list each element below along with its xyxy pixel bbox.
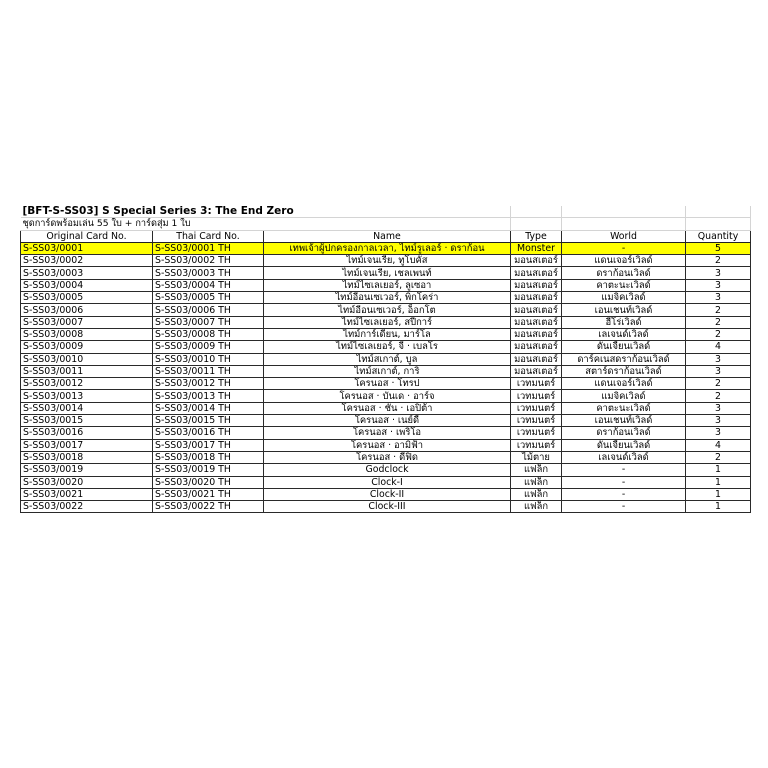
cell-world[interactable]: เลเจนด์เวิลด์	[562, 328, 686, 340]
cell-quantity[interactable]: 3	[686, 292, 751, 304]
cell-thai-card-no[interactable]: S-SS03/0013 TH	[153, 390, 264, 402]
cell-thai-card-no[interactable]: S-SS03/0001 TH	[153, 242, 264, 254]
cell-type[interactable]: เวทมนตร์	[511, 390, 562, 402]
cell-thai-card-no[interactable]: S-SS03/0010 TH	[153, 353, 264, 365]
cell-world[interactable]: คาตะนะเวิลด์	[562, 279, 686, 291]
cell-quantity[interactable]: 4	[686, 439, 751, 451]
cell-world[interactable]: สตาร์ดราก้อนเวิลด์	[562, 365, 686, 377]
cell-original-card-no[interactable]: S-SS03/0003	[21, 267, 153, 279]
cell-original-card-no[interactable]: S-SS03/0004	[21, 279, 153, 291]
cell-quantity[interactable]: 2	[686, 390, 751, 402]
cell-world[interactable]: เอนเชนท์เวิลด์	[562, 304, 686, 316]
cell-original-card-no[interactable]: S-SS03/0005	[21, 292, 153, 304]
cell-name[interactable]: ไทม์สเกาต์, บูล	[264, 353, 511, 365]
col-header-quantity[interactable]: Quantity	[686, 230, 751, 242]
col-header-world[interactable]: World	[562, 230, 686, 242]
cell-quantity[interactable]: 1	[686, 464, 751, 476]
table-row	[21, 255, 751, 267]
cell-type[interactable]: มอนสเตอร์	[511, 279, 562, 291]
empty-cell[interactable]	[686, 218, 751, 230]
table-row	[21, 415, 751, 427]
cell-name[interactable]: โครนอส · บันเด · อาร์จ	[264, 390, 511, 402]
cell-original-card-no[interactable]: S-SS03/0009	[21, 341, 153, 353]
cell-thai-card-no[interactable]: S-SS03/0021 TH	[153, 488, 264, 500]
header-row	[21, 230, 751, 242]
cell-quantity[interactable]: 1	[686, 488, 751, 500]
cell-type[interactable]: เวทมนตร์	[511, 378, 562, 390]
cell-thai-card-no[interactable]: S-SS03/0003 TH	[153, 267, 264, 279]
cell-quantity[interactable]: 1	[686, 501, 751, 513]
card-rows	[21, 242, 751, 513]
table-row	[21, 365, 751, 377]
col-header-thai-card-no[interactable]: Thai Card No.	[153, 230, 264, 242]
cell-thai-card-no[interactable]: S-SS03/0009 TH	[153, 341, 264, 353]
cell-original-card-no[interactable]: S-SS03/0012	[21, 378, 153, 390]
table-row	[21, 341, 751, 353]
cell-quantity[interactable]: 3	[686, 365, 751, 377]
empty-cell[interactable]	[511, 218, 562, 230]
empty-cell[interactable]	[686, 206, 751, 218]
cell-thai-card-no[interactable]: S-SS03/0016 TH	[153, 427, 264, 439]
cell-original-card-no[interactable]: S-SS03/0011	[21, 365, 153, 377]
table-row	[21, 427, 751, 439]
cell-type[interactable]: มอนสเตอร์	[511, 304, 562, 316]
cell-name[interactable]: ไทม์อีอนเซเวอร์, อ็อกโต	[264, 304, 511, 316]
cell-type[interactable]: มอนสเตอร์	[511, 353, 562, 365]
cell-world[interactable]: -	[562, 242, 686, 254]
cell-quantity[interactable]: 4	[686, 341, 751, 353]
cell-thai-card-no[interactable]: S-SS03/0014 TH	[153, 402, 264, 414]
cell-thai-card-no[interactable]: S-SS03/0018 TH	[153, 451, 264, 463]
table-row	[21, 304, 751, 316]
cell-thai-card-no[interactable]: S-SS03/0011 TH	[153, 365, 264, 377]
cell-name[interactable]: ไทม์สเกาต์, การิ	[264, 365, 511, 377]
table-row	[21, 501, 751, 513]
cell-name[interactable]: Clock-III	[264, 501, 511, 513]
cell-world[interactable]: เอนเชนท์เวิลด์	[562, 415, 686, 427]
col-header-name[interactable]: Name	[264, 230, 511, 242]
cell-thai-card-no[interactable]: S-SS03/0017 TH	[153, 439, 264, 451]
cell-type[interactable]: แฟล็ก	[511, 501, 562, 513]
cell-world[interactable]: เลเจนด์เวิลด์	[562, 451, 686, 463]
cell-original-card-no[interactable]: S-SS03/0018	[21, 451, 153, 463]
cell-original-card-no[interactable]: S-SS03/0006	[21, 304, 153, 316]
cell-type[interactable]: เวทมนตร์	[511, 439, 562, 451]
table-row	[21, 328, 751, 340]
cell-name[interactable]: เทพเจ้าผู้ปกครองกาลเวลา, ไทม์รูเลอร์ · ดราก้อน	[264, 242, 511, 254]
cell-original-card-no[interactable]: S-SS03/0001	[21, 242, 153, 254]
cell-original-card-no[interactable]: S-SS03/0015	[21, 415, 153, 427]
cell-world[interactable]: แดนเจอร์เวิลด์	[562, 378, 686, 390]
cell-name[interactable]: ไทม์ไซเลเยอร์, สปีการ์	[264, 316, 511, 328]
cell-name[interactable]: ไทม์เจนเรีย, ทูโบคัส	[264, 255, 511, 267]
cell-world[interactable]: ดันเจี้ยนเวิลด์	[562, 439, 686, 451]
cell-world[interactable]: -	[562, 501, 686, 513]
cell-type[interactable]: มอนสเตอร์	[511, 292, 562, 304]
cell-quantity[interactable]: 1	[686, 476, 751, 488]
cell-world[interactable]: แมจิคเวิลด์	[562, 390, 686, 402]
cell-name[interactable]: Godclock	[264, 464, 511, 476]
cell-world[interactable]: ดันเจี้ยนเวิลด์	[562, 341, 686, 353]
cell-world[interactable]: -	[562, 464, 686, 476]
cell-type[interactable]: เวทมนตร์	[511, 402, 562, 414]
cell-thai-card-no[interactable]: S-SS03/0004 TH	[153, 279, 264, 291]
cell-type[interactable]: แฟล็ก	[511, 464, 562, 476]
cell-name[interactable]: ไทม์ไซเลเยอร์, ลูเซอา	[264, 279, 511, 291]
cell-name[interactable]: ไทม์อีอนเซเวอร์, พิกโคร่า	[264, 292, 511, 304]
cell-type[interactable]: มอนสเตอร์	[511, 255, 562, 267]
cell-name[interactable]: โครนอส · อามิฟ้า	[264, 439, 511, 451]
cell-world[interactable]: แมจิคเวิลด์	[562, 292, 686, 304]
cell-world[interactable]: ดราก้อนเวิลด์	[562, 427, 686, 439]
cell-name[interactable]: โครนอส · เพริโอ	[264, 427, 511, 439]
cell-quantity[interactable]: 3	[686, 402, 751, 414]
cell-name[interactable]: โครนอส · ดีฟิด	[264, 451, 511, 463]
title-row	[21, 206, 751, 218]
table-row	[21, 292, 751, 304]
cell-thai-card-no[interactable]: S-SS03/0022 TH	[153, 501, 264, 513]
table-row	[21, 279, 751, 291]
table-row	[21, 267, 751, 279]
cell-quantity[interactable]: 3	[686, 279, 751, 291]
table-row	[21, 451, 751, 463]
cell-quantity[interactable]: 5	[686, 242, 751, 254]
cell-type[interactable]: มอนสเตอร์	[511, 365, 562, 377]
cell-name[interactable]: โครนอส · เนย์ดี้	[264, 415, 511, 427]
cell-name[interactable]: ไทม์เจนเรีย, เชลเพนท์	[264, 267, 511, 279]
card-list-sheet	[20, 206, 751, 513]
cell-original-card-no[interactable]: S-SS03/0019	[21, 464, 153, 476]
cell-thai-card-no[interactable]: S-SS03/0012 TH	[153, 378, 264, 390]
sheet-subtitle[interactable]: ชุดการ์ดพร้อมเล่น 55 ใบ + การ์ดสุ่ม 1 ใบ	[21, 218, 511, 230]
cell-world[interactable]: -	[562, 476, 686, 488]
cell-type[interactable]: มอนสเตอร์	[511, 316, 562, 328]
cell-type[interactable]: แฟล็ก	[511, 476, 562, 488]
table-row	[21, 353, 751, 365]
empty-cell[interactable]	[511, 206, 562, 218]
table-row	[21, 476, 751, 488]
subtitle-row	[21, 218, 751, 230]
cell-thai-card-no[interactable]: S-SS03/0007 TH	[153, 316, 264, 328]
cell-thai-card-no[interactable]: S-SS03/0006 TH	[153, 304, 264, 316]
cell-type[interactable]: แฟล็ก	[511, 488, 562, 500]
table-row	[21, 439, 751, 451]
cell-original-card-no[interactable]: S-SS03/0021	[21, 488, 153, 500]
cell-original-card-no[interactable]: S-SS03/0014	[21, 402, 153, 414]
empty-cell[interactable]	[562, 218, 686, 230]
sheet-title[interactable]: [BFT-S-SS03] S Special Series 3: The End Zero	[21, 206, 511, 218]
table-row	[21, 242, 751, 254]
cell-original-card-no[interactable]: S-SS03/0002	[21, 255, 153, 267]
cell-quantity[interactable]: 2	[686, 304, 751, 316]
cell-thai-card-no[interactable]: S-SS03/0015 TH	[153, 415, 264, 427]
cell-type[interactable]: Monster	[511, 242, 562, 254]
cell-type[interactable]: เวทมนตร์	[511, 427, 562, 439]
table-row	[21, 464, 751, 476]
cell-thai-card-no[interactable]: S-SS03/0019 TH	[153, 464, 264, 476]
cell-quantity[interactable]: 2	[686, 316, 751, 328]
cell-name[interactable]: โครนอส · ชัน · เอปิต้า	[264, 402, 511, 414]
cell-quantity[interactable]: 2	[686, 451, 751, 463]
cell-original-card-no[interactable]: S-SS03/0013	[21, 390, 153, 402]
table-row	[21, 378, 751, 390]
cell-thai-card-no[interactable]: S-SS03/0020 TH	[153, 476, 264, 488]
cell-type[interactable]: เวทมนตร์	[511, 415, 562, 427]
cell-name[interactable]: Clock-I	[264, 476, 511, 488]
cell-world[interactable]: คาตะนะเวิลด์	[562, 402, 686, 414]
cell-name[interactable]: ไทม์ไซเลเยอร์, จี · เบลโร	[264, 341, 511, 353]
cell-quantity[interactable]: 2	[686, 378, 751, 390]
cell-original-card-no[interactable]: S-SS03/0020	[21, 476, 153, 488]
table-row	[21, 390, 751, 402]
cell-type[interactable]: ไม้ตาย	[511, 451, 562, 463]
col-header-type[interactable]: Type	[511, 230, 562, 242]
cell-quantity[interactable]: 3	[686, 353, 751, 365]
cell-original-card-no[interactable]: S-SS03/0010	[21, 353, 153, 365]
cell-name[interactable]: โครนอส · โทรป	[264, 378, 511, 390]
cell-original-card-no[interactable]: S-SS03/0022	[21, 501, 153, 513]
cell-quantity[interactable]: 2	[686, 255, 751, 267]
cell-quantity[interactable]: 3	[686, 427, 751, 439]
cell-quantity[interactable]: 2	[686, 328, 751, 340]
cell-thai-card-no[interactable]: S-SS03/0002 TH	[153, 255, 264, 267]
table-row	[21, 488, 751, 500]
cell-original-card-no[interactable]: S-SS03/0017	[21, 439, 153, 451]
empty-cell[interactable]	[562, 206, 686, 218]
cell-original-card-no[interactable]: S-SS03/0008	[21, 328, 153, 340]
cell-world[interactable]: แดนเจอร์เวิลด์	[562, 255, 686, 267]
cell-type[interactable]: มอนสเตอร์	[511, 341, 562, 353]
cell-world[interactable]: ดาร์คเนสดราก้อนเวิลด์	[562, 353, 686, 365]
cell-name[interactable]: Clock-II	[264, 488, 511, 500]
cell-thai-card-no[interactable]: S-SS03/0005 TH	[153, 292, 264, 304]
table-row	[21, 402, 751, 414]
col-header-original-card-no[interactable]: Original Card No.	[21, 230, 153, 242]
cell-quantity[interactable]: 3	[686, 267, 751, 279]
cell-thai-card-no[interactable]: S-SS03/0008 TH	[153, 328, 264, 340]
cell-world[interactable]: ดราก้อนเวิลด์	[562, 267, 686, 279]
cell-original-card-no[interactable]: S-SS03/0007	[21, 316, 153, 328]
cell-quantity[interactable]: 3	[686, 415, 751, 427]
cell-world[interactable]: ฮีโร่เวิลด์	[562, 316, 686, 328]
cell-type[interactable]: มอนสเตอร์	[511, 328, 562, 340]
cell-name[interactable]: ไทม์การ์เดียน, มาร์โล	[264, 328, 511, 340]
table-row	[21, 316, 751, 328]
cell-world[interactable]: -	[562, 488, 686, 500]
cell-type[interactable]: มอนสเตอร์	[511, 267, 562, 279]
cell-original-card-no[interactable]: S-SS03/0016	[21, 427, 153, 439]
